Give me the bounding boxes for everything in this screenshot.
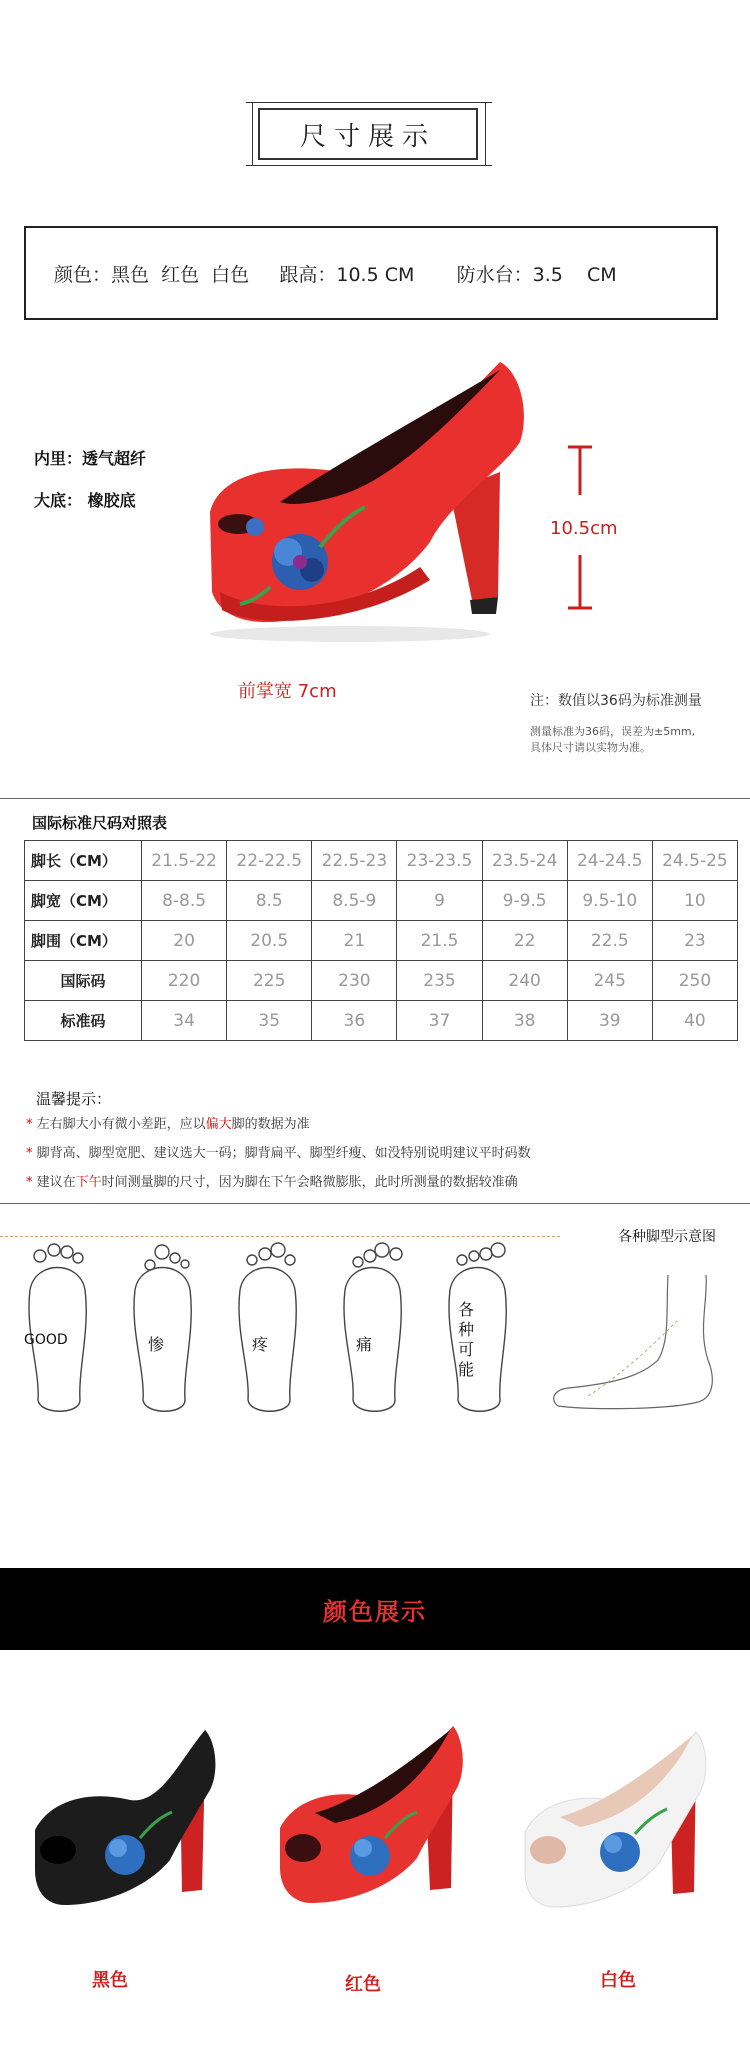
foot-label-good: GOOD [24, 1332, 68, 1348]
table-cell: 23-23.5 [397, 841, 482, 881]
table-cell: 240 [482, 961, 567, 1001]
size-table [24, 840, 738, 1041]
lining-label: 内里：透气超纤 [34, 449, 147, 468]
table-cell: 21.5-22 [142, 841, 227, 881]
tip-1: * 左右脚大小有微小差距，应以偏大脚的数据为准 [26, 1117, 310, 1132]
table-cell: 8-8.5 [142, 881, 227, 921]
table-cell: 22-22.5 [227, 841, 312, 881]
table-cell: 37 [397, 1001, 482, 1041]
row-header: 脚长（CM） [25, 841, 142, 881]
section-title: 尺寸展示 [258, 108, 478, 160]
table-cell: 40 [652, 1001, 737, 1041]
table-cell: 24-24.5 [567, 841, 652, 881]
white-shoe-image [520, 1722, 720, 1922]
forefoot-width-label: 前掌宽 7cm [238, 681, 337, 702]
table-cell: 245 [567, 961, 652, 1001]
table-cell: 23.5-24 [482, 841, 567, 881]
table-row [25, 961, 738, 1001]
color-banner: 颜色展示 [0, 1568, 750, 1650]
foot-label-pain: 痛 [356, 1335, 373, 1354]
table-cell: 235 [397, 961, 482, 1001]
table-cell: 9.5-10 [567, 881, 652, 921]
red-shoe-image [275, 1718, 475, 1918]
spec-summary: 颜色：黑色 红色 白色 跟高：10.5 CM 防水台：3.5 CM [24, 226, 718, 320]
tip-2: * 脚背高、脚型宽肥、建议选大一码；脚背扁平、脚型纤瘦、如没特别说明建议平时码数 [26, 1146, 531, 1161]
table-cell: 9-9.5 [482, 881, 567, 921]
row-header: 国际码 [25, 961, 142, 1001]
table-cell: 21.5 [397, 921, 482, 961]
foot-label-miserable: 惨 [148, 1335, 165, 1354]
table-row [25, 841, 738, 881]
row-header: 脚围（CM） [25, 921, 142, 961]
table-cell: 34 [142, 1001, 227, 1041]
table-cell: 35 [227, 1001, 312, 1041]
table-cell: 22 [482, 921, 567, 961]
table-row [25, 921, 738, 961]
measure-note-sub-1: 测量标准为36码，误差为±5mm, [530, 725, 696, 738]
table-cell: 36 [312, 1001, 397, 1041]
table-cell: 225 [227, 961, 312, 1001]
foot-diagram-title: 各种脚型示意图 [618, 1229, 716, 1245]
tips-title: 温馨提示： [36, 1090, 112, 1108]
table-cell: 8.5-9 [312, 881, 397, 921]
tip-3: * 建议在下午时间测量脚的尺寸，因为脚在下午会略微膨胀，此时所测量的数据较准确 [26, 1175, 518, 1190]
divider-top [0, 798, 750, 799]
table-cell: 220 [142, 961, 227, 1001]
measure-note-sub-2: 具体尺寸请以实物为准。 [530, 741, 651, 754]
table-row [25, 1001, 738, 1041]
row-header: 标准码 [25, 1001, 142, 1041]
foot-label-various: 各种可能 [458, 1300, 475, 1379]
sole-label: 大底： 橡胶底 [34, 491, 136, 510]
main-shoe-image [200, 352, 530, 642]
table-cell: 20.5 [227, 921, 312, 961]
table-cell: 10 [652, 881, 737, 921]
table-cell: 8.5 [227, 881, 312, 921]
table-cell: 230 [312, 961, 397, 1001]
color-name-white: 白色 [600, 1970, 636, 1991]
measure-note: 注：数值以36码为标准测量 [530, 693, 702, 709]
table-cell: 250 [652, 961, 737, 1001]
table-cell: 21 [312, 921, 397, 961]
table-cell: 22.5-23 [312, 841, 397, 881]
table-cell: 9 [397, 881, 482, 921]
table-cell: 22.5 [567, 921, 652, 961]
table-cell: 39 [567, 1001, 652, 1041]
table-title: 国际标准尺码对照表 [32, 814, 168, 832]
heel-height-label: 10.5cm [550, 518, 618, 539]
table-cell: 23 [652, 921, 737, 961]
foot-label-sore: 疼 [252, 1335, 269, 1354]
side-foot-sketch [548, 1270, 738, 1410]
row-header: 脚宽（CM） [25, 881, 142, 921]
divider-mid [0, 1203, 750, 1204]
table-cell: 20 [142, 921, 227, 961]
table-cell: 38 [482, 1001, 567, 1041]
table-cell: 24.5-25 [652, 841, 737, 881]
black-shoe-image [30, 1720, 230, 1920]
color-name-red: 红色 [345, 1974, 381, 1995]
color-name-black: 黑色 [92, 1970, 128, 1991]
table-row [25, 881, 738, 921]
section-title-frame [246, 102, 492, 166]
